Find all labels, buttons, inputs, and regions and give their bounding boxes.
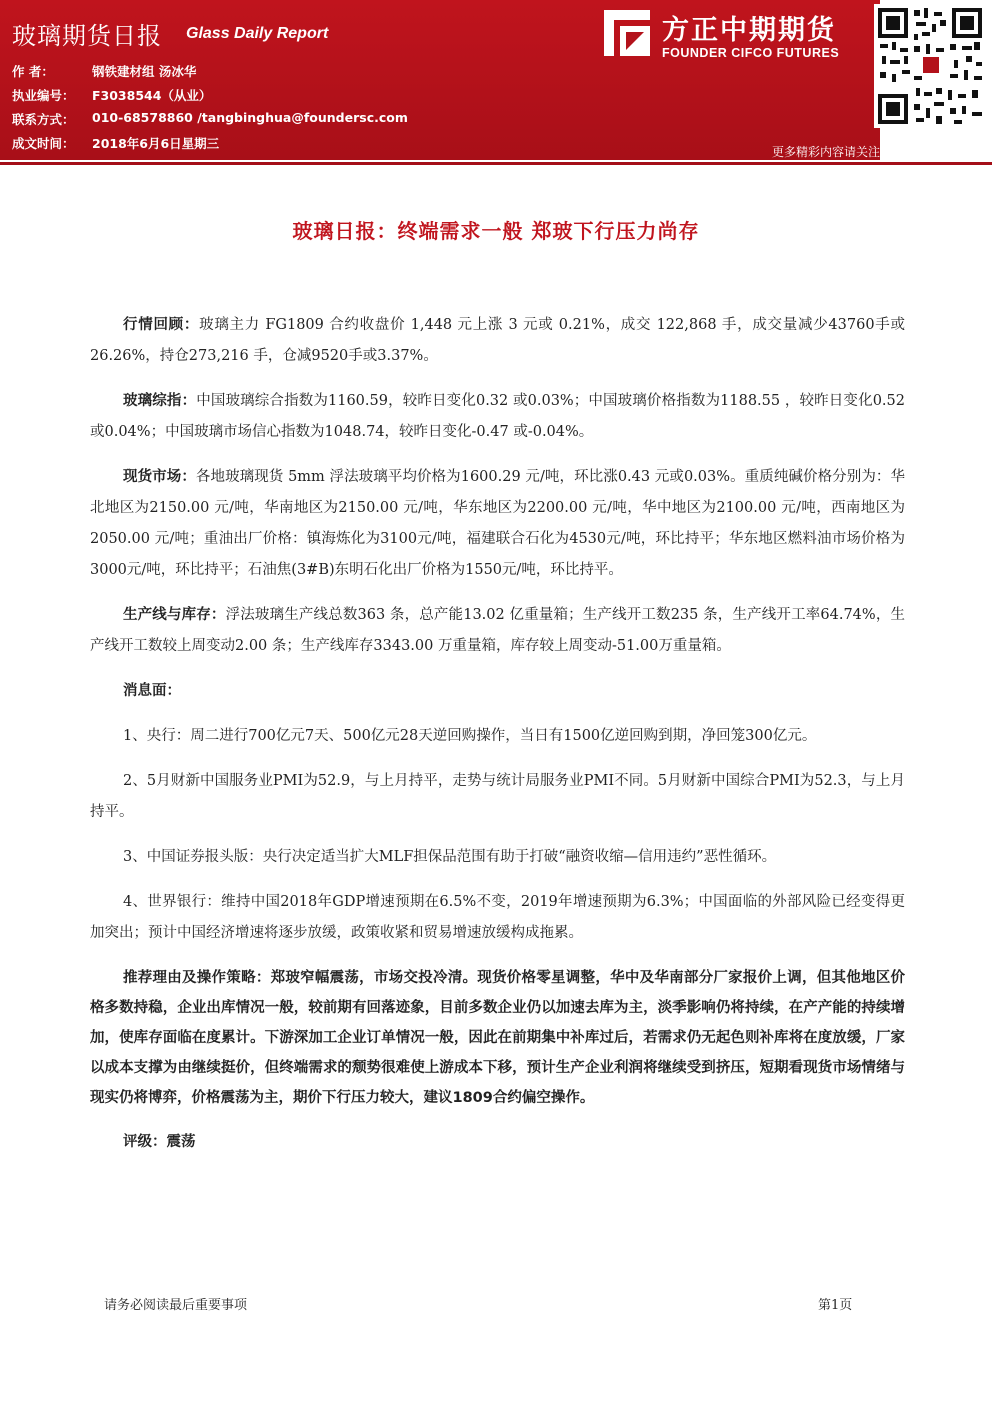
meta-row-author [12, 62, 408, 86]
strategy-paragraph [90, 963, 905, 1113]
meta-value: F3038544（从业） [92, 88, 212, 103]
logo-text-en: FOUNDER CIFCO FUTURES [662, 46, 840, 60]
follow-wechat-text: 更多精彩内容请关注方正中期官方微信 [771, 145, 976, 159]
meta-value: 钢铁建材组 汤冰华 [92, 64, 197, 79]
section-text: 浮法玻璃生产线总数363 条，总产能13.02 亿重量箱；生产线开工数235 条，生产线开工率64.74%，生产线开工数较上周变动2.00 条；生产线库存3343.00 万重量箱，库存较上周变动-51.00万重量箱。 [90, 607, 905, 654]
author-meta [12, 62, 408, 158]
rating-label: 评级： [123, 1134, 167, 1150]
report-body [90, 310, 905, 1158]
news-item: 1、央行：周二进行700亿元7天、500亿元28天逆回购操作，当日有1500亿逆回购到期，净回笼300亿元。 [123, 728, 817, 744]
section-glass-index [90, 386, 905, 448]
document-title: 玻璃日报：终端需求一般 郑玻下行压力尚存 [292, 219, 700, 243]
section-text: 中国玻璃综合指数为1160.59，较昨日变化0.32 或0.03%；中国玻璃价格指数为1188.55 ，较昨日变化0.52 或0.04%；中国玻璃市场信心指数为1048.74，较昨日变化-0.47 或-0.04%。 [90, 393, 905, 440]
section-label: 现货市场： [123, 469, 196, 485]
arrow-up-icon [974, 134, 990, 158]
section-label: 玻璃综指： [123, 393, 197, 409]
logo-mark-icon [604, 10, 650, 56]
meta-value: 010-68578860 /tangbinghua@foundersc.com [92, 110, 408, 125]
meta-value: 2018年6月6日星期三 [92, 136, 220, 151]
report-header [0, 0, 992, 165]
rating-value: 震荡 [166, 1134, 196, 1150]
strategy-label: 推荐理由及操作策略： [123, 970, 271, 986]
section-label: 行情回顾： [123, 317, 200, 333]
meta-label: 成文时间： [12, 136, 75, 151]
section-production-inventory [90, 600, 905, 662]
meta-label: 执业编号： [12, 88, 75, 103]
section-market-review [90, 310, 905, 372]
meta-row-date [12, 134, 408, 158]
meta-label: 作 者： [12, 64, 54, 79]
news-item: 2、5月财新中国服务业PMI为52.9，与上月持平，走势与统计局服务业PMI不同。5月财新中国综合PMI为52.3，与上月持平。 [90, 773, 905, 820]
meta-label: 联系方式： [12, 112, 75, 127]
page-number: 第1页 [818, 1298, 853, 1313]
report-title-cn: 玻璃期货日报 [12, 22, 162, 50]
footer-notice: 请务必阅读最后重要事项 [104, 1298, 248, 1313]
logo-text-cn: 方正中期期货 [662, 15, 836, 46]
section-label: 生产线与库存： [123, 607, 226, 623]
company-logo [604, 6, 854, 64]
section-spot-market [90, 462, 905, 586]
section-text: 各地玻璃现货 5mm 浮法玻璃平均价格为1600.29 元/吨，环比涨0.43 元或0.03%。重质纯碱价格分别为：华北地区为2150.00 元/吨，华南地区为2150.00 元/吨，华东地区为2200.00 元/吨，华中地区为2100.00 元/吨，西南地区为2050.00 元/吨；重油出厂价格：镇海炼化为3100元/吨，福建联合石化为4530元/吨，环比持平；华东地区燃料油市场价格为3000元/吨，环比持平；石油焦(3#B)东明石化出厂价格为1550元/吨，环比持平。 [90, 469, 905, 578]
meta-row-license [12, 86, 408, 110]
rating-line [90, 1127, 905, 1158]
report-title-en: Glass Daily Report [186, 25, 329, 42]
news-item: 4、世界银行：维持中国2018年GDP增速预期在6.5%不变，2019年增速预期为6.3%；中国面临的外部风险已经变得更加突出；预计中国经济增速将逐步放缓，政策收紧和贸易增速放缓构成拖累。 [90, 894, 905, 941]
news-item: 3、中国证券报头版：央行决定适当扩大MLF担保品范围有助于打破“融资收缩—信用违约”恶性循环。 [123, 849, 777, 865]
section-text: 玻璃主力 FG1809 合约收盘价 1,448 元上涨 3 元或 0.21%，成交 122,868 手，成交量减少43760手或26.26%，持仓273,216 手，仓减9520手或3.37%。 [90, 317, 905, 364]
news-heading: 消息面： [123, 683, 181, 699]
strategy-text: 郑玻窄幅震荡，市场交投冷清。现货价格零星调整，华中及华南部分厂家报价上调，但其他地区价格多数持稳，企业出库情况一般，较前期有回落迹象，目前多数企业仍以加速去库为主，淡季影响仍将持续，在产产能的持续增加，使库存面临在度累计。下游深加工企业订单情况一般，因此在前期集中补库过后，若需求仍无起色则补库将在度放缓，厂家以成本支撑为由继续挺价，但终端需求的颓势很难使上游成本下移，预计生产企业利润将继续受到挤压，短期看现货市场情绪与现实仍将博弈，价格震荡为主，期价下行压力较大，建议1809合约偏空操作。 [90, 970, 906, 1106]
meta-row-contact [12, 110, 408, 134]
wechat-qr-code-icon [874, 4, 986, 128]
